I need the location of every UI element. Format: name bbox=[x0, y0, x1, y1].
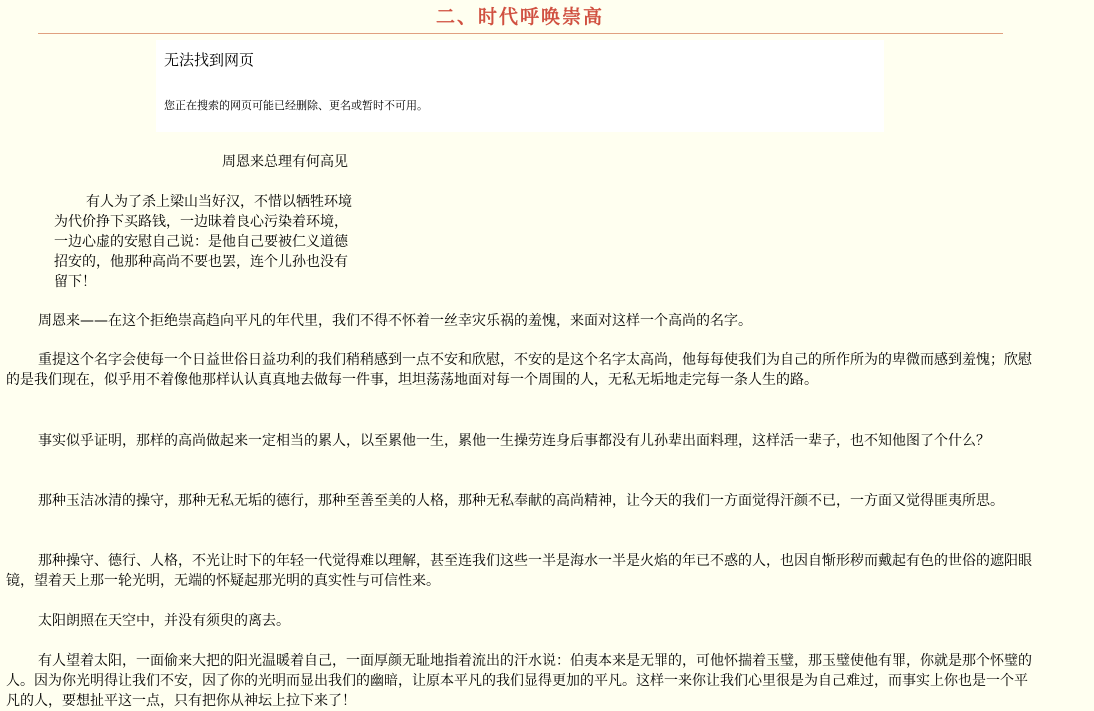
paragraph: 那种玉洁冰清的操守，那种无私无垢的德行，那种至善至美的人格，那种无私奉献的高尚精神，让今天的我们一方面觉得汗颜不已，一方面又觉得匪夷所思。 bbox=[38, 493, 1004, 509]
quote-block bbox=[54, 192, 404, 292]
error-heading: 无法找到网页 bbox=[164, 51, 255, 69]
page-not-found-box bbox=[156, 40, 884, 132]
paragraph: 有人望着太阳，一面偷来大把的阳光温暖着自己，一面厚颜无耻地指着流出的汗水说：伯夷本来是无罪的，可他怀揣着玉璧，那玉璧使他有罪，你就是那个怀璧的人。因为你光明得让我们不安，因了你的光明而显出我们的幽暗，让原本平凡的我们显得更加的平凡。这样一来你让我们心里很是为自己难过，而事实上你也是一个平凡的人，要想扯平这一点，只有把你从神坛上拉下来了！ bbox=[6, 653, 1032, 709]
paragraph: 事实似乎证明，那样的高尚做起来一定相当的累人，以至累他一生，累他一生操劳连身后事都没有儿孙辈出面料理，这样活一辈子，也不知他图了个什么？ bbox=[38, 433, 990, 449]
paragraph: 太阳朗照在天空中，并没有须臾的离去。 bbox=[38, 613, 290, 629]
title-divider bbox=[38, 33, 1003, 34]
paragraph: 重提这个名字会使每一个日益世俗日益功利的我们稍稍感到一点不安和欣慰，不安的是这个名字太高尚，他每每使我们为自己的所作所为的卑微而感到羞愧；欣慰的是我们现在，似乎用不着像他那样认认真真地去做每一件事，坦坦荡荡地面对每一个周围的人，无私无垢地走完每一条人生的路。 bbox=[6, 352, 1032, 388]
page-title: 二、时代呼唤崇高 bbox=[435, 6, 604, 28]
quote-line: 招安的，他那种高尚不要也罢，连个儿孙也没有 bbox=[54, 254, 348, 270]
quote-line: 留下！ bbox=[54, 274, 96, 290]
paragraph: 那种操守、德行、人格，不光让时下的年轻一代觉得难以理解，甚至连我们这些一半是海水一半是火焰的年已不惑的人，也因自惭形秽而戴起有色的世俗的遮阳眼镜，望着天上那一轮光明，无端的怀疑起那光明的真实性与可信性来。 bbox=[6, 553, 1032, 589]
error-message: 您正在搜索的网页可能已经删除、更名或暂时不可用。 bbox=[164, 99, 428, 112]
quote-line: 有人为了杀上梁山当好汉，不惜以牺牲环境 bbox=[86, 194, 352, 210]
quote-line: 一边心虚的安慰自己说：是他自己要被仁义道德 bbox=[54, 234, 348, 250]
quote-line: 为代价挣下买路钱，一边昧着良心污染着环境， bbox=[54, 214, 348, 230]
paragraph: 周恩来——在这个拒绝崇高趋向平凡的年代里，我们不得不怀着一丝幸灾乐祸的羞愧，来面对这样一个高尚的名字。 bbox=[38, 313, 752, 329]
section-subtitle: 周恩来总理有何高见 bbox=[222, 154, 348, 170]
